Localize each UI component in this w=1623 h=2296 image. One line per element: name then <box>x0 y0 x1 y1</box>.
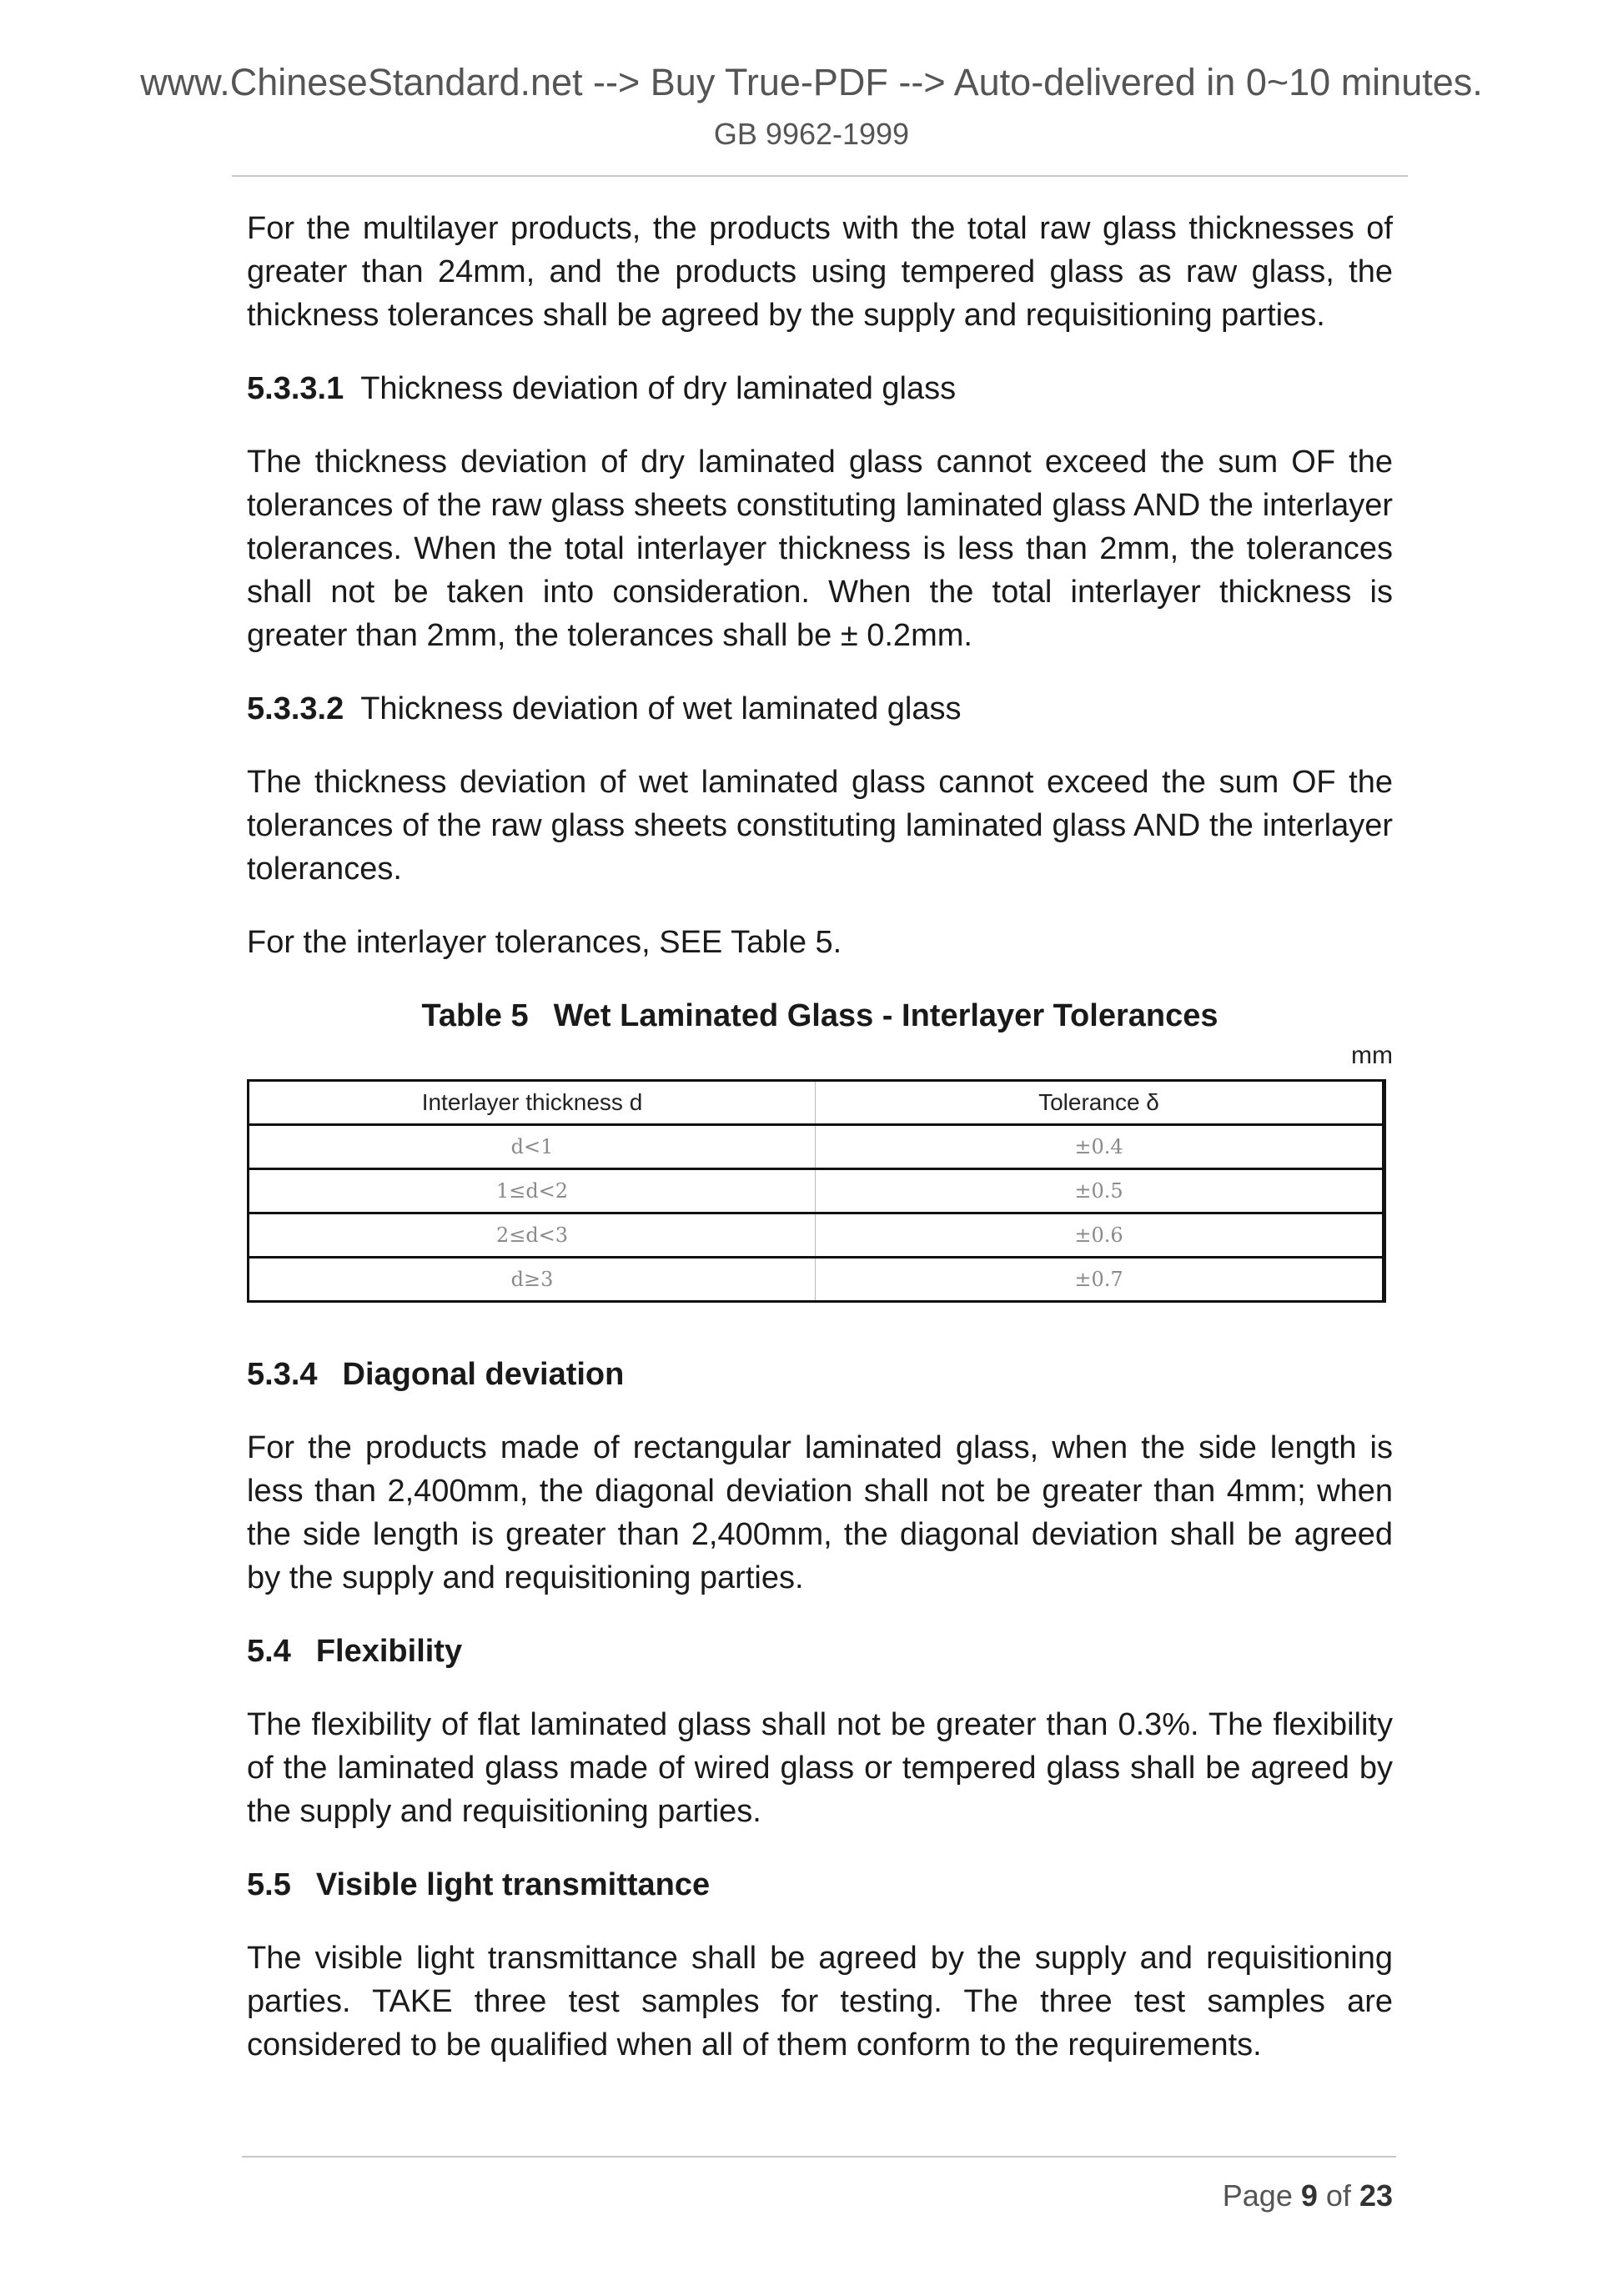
section-number: 5.3.4 <box>247 1357 318 1392</box>
thickness-cell: d<1 <box>249 1125 816 1169</box>
table-number: Table 5 <box>421 998 529 1033</box>
thickness-cell: 2≤d<3 <box>249 1213 816 1258</box>
clause-number: 5.3.3.1 <box>247 371 344 406</box>
section-55-heading <box>247 1863 1393 1907</box>
clause-title: Thickness deviation of dry laminated glass <box>360 371 957 406</box>
page-total: 23 <box>1359 2178 1393 2213</box>
table-row <box>249 1258 1384 1302</box>
header-divider <box>232 175 1408 177</box>
tolerance-cell: ±0.4 <box>816 1125 1384 1169</box>
section-534-text: For the products made of rectangular laminated glass, when the side length is less than 2,400mm, the diagonal deviation shall not be greater than 4mm; when the side length is greater than 2,400mm, the diagonal deviation shall be agreed by the supply and requisitioning parties. <box>247 1430 1393 1595</box>
section-534-heading <box>247 1353 1393 1396</box>
table-unit: mm <box>1351 1042 1393 1069</box>
section-title: Diagonal deviation <box>342 1357 625 1392</box>
table-row <box>249 1169 1384 1213</box>
section-number: 5.4 <box>247 1634 291 1669</box>
clause-title: Thickness deviation of wet laminated glass <box>360 691 962 726</box>
section-54-text: The flexibility of flat laminated glass shall not be greater than 0.3%. The flexibility of the laminated glass made of wired glass or tempered glass shall be agreed by the supply and requisitioning parties. <box>247 1707 1393 1829</box>
clause-5331-text: The thickness deviation of dry laminated glass cannot exceed the sum OF the tolerances of the raw glass sheets constituting laminated glass AND the interlayer tolerances. When the total interlayer thickness is less than 2mm, the tolerances shall not be taken into consideration. When the total interlayer thickness is greater than 2mm, the tolerances shall be ± 0.2mm. <box>247 445 1393 653</box>
table-row <box>249 1125 1384 1169</box>
document-body <box>247 207 1393 2097</box>
tolerance-cell: ±0.7 <box>816 1258 1384 1302</box>
table-caption: Wet Laminated Glass - Interlayer Tolerances <box>553 998 1219 1033</box>
clause-5332-text: The thickness deviation of wet laminated glass cannot exceed the sum OF the tolerances of the raw glass sheets constituting laminated glass AND the interlayer tolerances. <box>247 765 1393 887</box>
thickness-cell: d≥3 <box>249 1258 816 1302</box>
section-54-heading <box>247 1630 1393 1673</box>
page-header <box>0 60 1623 152</box>
standard-number: GB 9962-1999 <box>713 117 910 151</box>
footer-divider <box>242 2156 1396 2158</box>
thickness-cell: 1≤d<2 <box>249 1169 816 1213</box>
column-header-thickness: Interlayer thickness d <box>249 1081 816 1125</box>
table-title <box>247 994 1393 1037</box>
clause-number: 5.3.3.2 <box>247 691 344 726</box>
table-reference: For the interlayer tolerances, SEE Table 5. <box>247 925 842 960</box>
section-title: Flexibility <box>315 1634 463 1669</box>
page-word: Page <box>1222 2178 1293 2213</box>
page-number: 9 <box>1300 2178 1318 2213</box>
section-title: Visible light transmittance <box>315 1867 711 1902</box>
section-55-text: The visible light transmittance shall be agreed by the supply and requisitioning parties. TAKE three test samples for testing. The three test samples are considered to be qualified when all of them conform to the requirements. <box>247 1941 1393 2062</box>
clause-5332-heading <box>247 687 1393 731</box>
section-number: 5.5 <box>247 1867 291 1902</box>
page-footer <box>1223 2178 1393 2213</box>
table-row <box>249 1213 1384 1258</box>
intro-paragraph: For the multilayer products, the products with the total raw glass thicknesses of greater than 24mm, and the products using tempered glass as raw glass, the thickness tolerances shall be agreed by the supply and requisitioning parties. <box>247 211 1393 333</box>
clause-5331-heading <box>247 367 1393 410</box>
table-header-row <box>249 1081 1384 1125</box>
column-header-tolerance: Tolerance δ <box>816 1081 1384 1125</box>
of-word: of <box>1325 2178 1351 2213</box>
header-banner: www.ChineseStandard.net --> Buy True-PDF --> Auto-delivered in 0~10 minutes. <box>140 61 1483 103</box>
tolerance-cell: ±0.5 <box>816 1169 1384 1213</box>
tolerance-cell: ±0.6 <box>816 1213 1384 1258</box>
interlayer-tolerance-table <box>247 1079 1386 1303</box>
